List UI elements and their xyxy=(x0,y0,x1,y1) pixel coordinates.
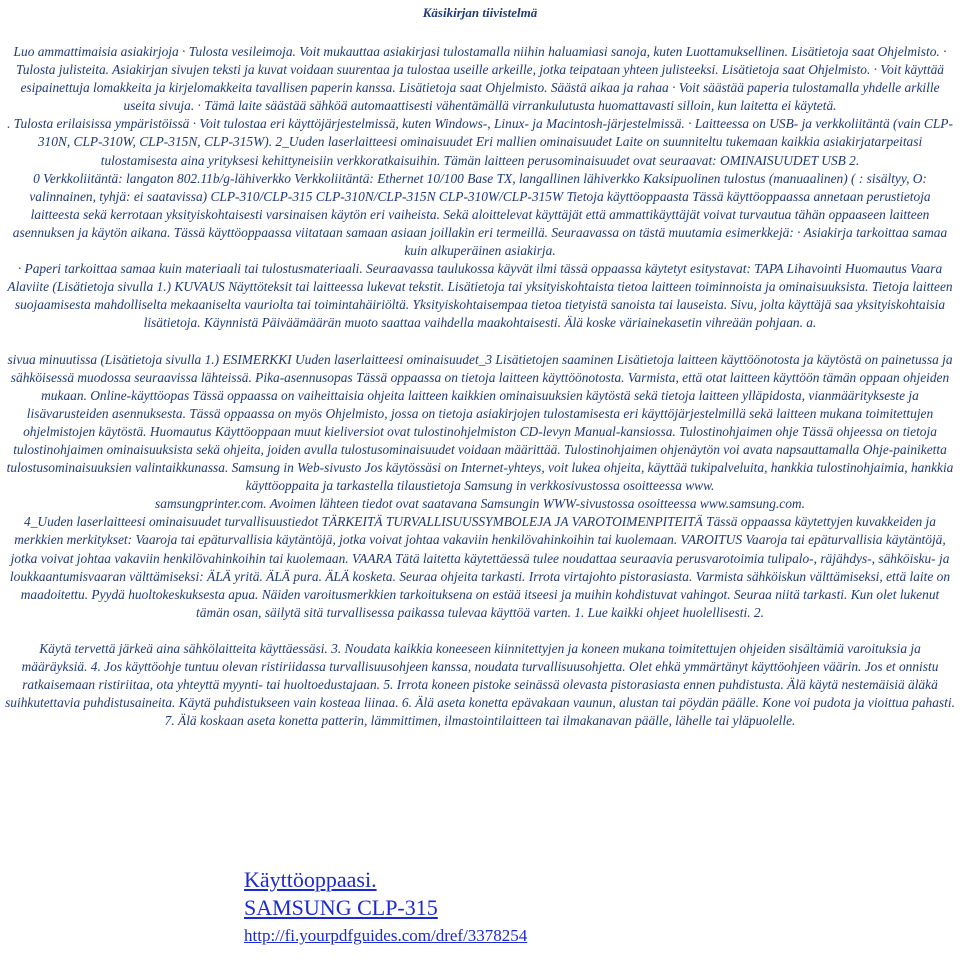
summary-text xyxy=(0,43,960,730)
summary-paragraph: 4_Uuden laserlaitteesi ominaisuudet turvallisuustiedot TÄRKEITÄ TURVALLISUUSSYMBOLEJA JA VAROTOIMENPITEITÄ Tässä oppaassa käytettyjen kuvakkeiden ja merkkien merkitykset: Vaaroja tai epäturvallisia käytäntöjä, jotka voivat johtaa vakaviin henkilövahinkoihin tai kuolemaan. VAROITUS Vaaroja tai epäturvallisia käytäntöjä, jotka voivat johtaa vakaviin henkilövahinkoihin tai kuolemaan. VAARA Tätä laitetta käytettäessä tulee noudattaa seuraavia perusvarotoimia tulipalo-, räjähdys-, sähköisku- ja loukkaantumisvaaran välttämiseksi: ÄLÄ yritä. ÄLÄ pura. ÄLÄ kosketa. Seuraa ohjeita tarkasti. Irrota virtajohto pistorasiasta. Varmista sähköiskun välttämiseksi, että laite on maadoitettu. Pyydä huoltokeskuksesta apua. Näiden varoitusmerkkien tarkoituksena on estää itseesi ja muihin kohdistuvat vahingot. Seuraa niitä tarkasti. Kun olet lukenut tämän osan, säilytä sitä turvallisessa paikassa tulevaa käyttöä varten. 1. Lue kaikki ohjeet huolellisesti. 2. xyxy=(9,514,951,620)
url-link[interactable]: http://fi.yourpdfguides.com/dref/3378254 xyxy=(244,926,528,945)
summary-paragraph: Luo ammattimaisia asiakirjoja · Tulosta vesileimoja. Voit mukauttaa asiakirjasi tulostamalla niihin haluamiasi sanoja, kuten Luottamuksellinen. Lisätietoja saat Ohjelmisto. · Tulosta julisteita. Asiakirjan sivujen teksti ja kuvat voidaan suurentaa ja tulostaa useille arkeille, jotka teipataan yhteen julisteeksi. Lisätietoja saat Ohjelmisto. · Voit käyttää esipainettuja lomakkeita ja kirjelomakkeita tavallisen paperin kanssa. Lisätietoja saat Ohjelmisto. Säästä aikaa ja rahaa · Voit säästää paperia tulostamalla yhdelle arkille useita sivuja. · Tämä laite säästää sähköä automaattisesti vähentämällä virrankulutusta huomattavasti silloin, kun laitetta ei käytetä. xyxy=(13,44,947,114)
paragraph-gap xyxy=(5,333,955,351)
product-link[interactable]: SAMSUNG CLP-315 xyxy=(244,895,438,920)
summary-paragraph: 0 Verkkoliitäntä: langaton 802.11b/g-lähiverkko Verkkoliitäntä: Ethernet 10/100 Base TX, langallinen lähiverkko Kaksipuolinen tulostus (manuaalinen) ( : sisältyy, O: valinnainen, tyhjä: ei saatavissa) CLP-310/CLP-315 CLP-310N/CLP-315N CLP-310W/CLP-315W Tietoja käyttöoppaasta Tässä käyttöoppaassa annetaan perustietoja laitteesta sekä kerrotaan yksityiskohtaisesti varsinaisen käytön eri vaiheista. Sekä aloittelevat käyttäjät että ammattikäyttäjät voivat turvautua tähän oppaaseen laitteen asennuksen ja käytön aikana. Tässä käyttöoppaassa viitataan samaan asiaan joillakin eri termeillä. Seuraavassa on tästä muutamia esimerkkejä: · Asiakirja tarkoittaa samaa kuin alkuperäinen asiakirja. xyxy=(12,170,948,259)
manual-link[interactable]: Käyttöoppaasi. xyxy=(244,867,377,892)
document-title: Käsikirjan tiivistelmä xyxy=(422,5,538,20)
summary-paragraph: samsungprinter.com. Avoimen lähteen tiedot ovat saatavana Samsungin WWW-sivustossa osoitteessa www.samsung.com. xyxy=(155,496,805,512)
summary-paragraph: · Paperi tarkoittaa samaa kuin materiaali tai tulostusmateriaali. Seuraavassa taulukossa käyvät ilmi tässä oppaassa käytetyt esitystavat: TAPA Lihavointi Huomautus Vaara Alaviite (Lisätietoja sivulla 1.) KUVAUS Näyttöteksit tai laitteessa lukevat tekstit. Lisätietoja tai yksityiskohtaista tietoa laitteen toiminnoista ja ominaisuuksista. Tietoja laitteen suojaamisesta mahdolliselta mekaaniselta vauriolta tai toimintahäiriöltä. Yksityiskohtaisempaa tietoa tietyistä sanoista tai lauseista. Sivu, jolta käyttäjä saa yksityiskohtaisia lisätietoja. Käynnistä Päiväämäärän muoto saattaa vaihdella maakohtaisesti. Älä koske väriainekasetin vihreään pohjaan. a. xyxy=(7,261,953,331)
summary-paragraph: sivua minuutissa (Lisätietoja sivulla 1.) ESIMERKKI Uuden laserlaitteesi ominaisuudet_3 Lisätietojen saaminen Lisätietoja laitteen käyttöönotosta ja käytöstä on painetussa ja sähköisessä muodossa seuraavissa lähteissä. Pika-asennusopas Tässä oppaassa on tietoja laitteen käyttöönotosta. Varmista, että otat laitteen käyttöön tämän oppaan ohjeiden mukaan. Online-käyttöopas Tässä oppaassa on vaiheittaisia ohjeita laitteen kaikkien ominaisuuksien käytöstä sekä tietoja laitteen ylläpidosta, vianmääritykseste ja lisävarusteiden asennuksesta. Tässä oppaassa on myös Ohjelmisto, jossa on tietoja asiakirjojen tulostamisesta eri käyttöjärjestelmillä sekä laitteen mukana toimitettujen ohjelmistojen käytöstä. Huomautus Käyttöoppaan muut kieliversiot ovat tulostinohjelmiston CD-levyn Manual-kansiossa. Tulostinohjaimen ohje Tässä ohjeessa on tietoja tulostinohjaimen ominaisuuksista sekä ohjeita, joiden avulla tulostusominaisuudet voidaan määrittää. Tulostinohjaimen ohjenäytön voi avata napsauttamalla Ohje-painiketta tulostusominaisuuksien valintaikkunassa. Samsung in Web-sivusto Jos käytössäsi on Internet-yhteys, voit lukea ohjeita, käyttää tukipalveluita, hankkia tulostinohjaimia, hankkia käyttöoppaita ja tarkastella tilaustietoja Samsung in verkkosivustossa osoitteessa www. xyxy=(6,351,954,494)
summary-paragraph: . Tulosta erilaisissa ympäristöissä · Voit tulostaa eri käyttöjärjestelmissä, kuten Windows-, Linux- ja Macintosh-järjestelmissä. · Laitteessa on USB- ja verkkoliitäntä (vain CLP-310N, CLP-310W, CLP-315N, CLP-315W). 2_Uuden laserlaitteesi ominaisuudet Eri mallien ominaisuudet Laite on suunniteltu tukemaan kaikkia asiakirjatarpeitasi tulostamisesta aina yrityksesi kehittyneisiin verkkoratkaisuihin. Tämän laitteen perusominaisuudet ovat seuraavat: OMINAISUUDET USB 2. xyxy=(7,116,953,168)
download-links xyxy=(244,866,527,947)
summary-paragraph: Käytä tervettä järkeä aina sähkölaitteita käyttäessäsi. 3. Noudata kaikkia koneeseen kiinnitettyjen ja koneen mukana toimitettujen ohjeiden sisältämiä varoituksia ja määräyksiä. 4. Jos käyttöohje tuntuu olevan ristiriidassa turvallisuusohjeen kanssa, noudata turvallisuusohjetta. Olet ehkä ymmärtänyt käyttöohjeen väärin. Jos et onnistu ratkaisemaan ristiriitaa, ota yhteyttä myynti- tai huoltoedustajaan. 5. Irrota koneen pistoke seinässä olevasta pistorasiasta ennen puhdistusta. Älä käytä nestemäisiä äläkä suihkutettavia puhdistusaineita. Käytä puhdistukseen vain kosteaa liinaa. 6. Älä aseta konetta epävakaan vaunun, alustan tai pöydän päälle. Kone voi pudota ja vioittua pahasti. 7. Älä koskaan aseta konetta patterin, lämmittimen, ilmastointilaitteen tai ilmakanavan päälle, lähelle tai yläpuolelle. xyxy=(5,640,955,729)
paragraph-gap xyxy=(5,622,955,640)
